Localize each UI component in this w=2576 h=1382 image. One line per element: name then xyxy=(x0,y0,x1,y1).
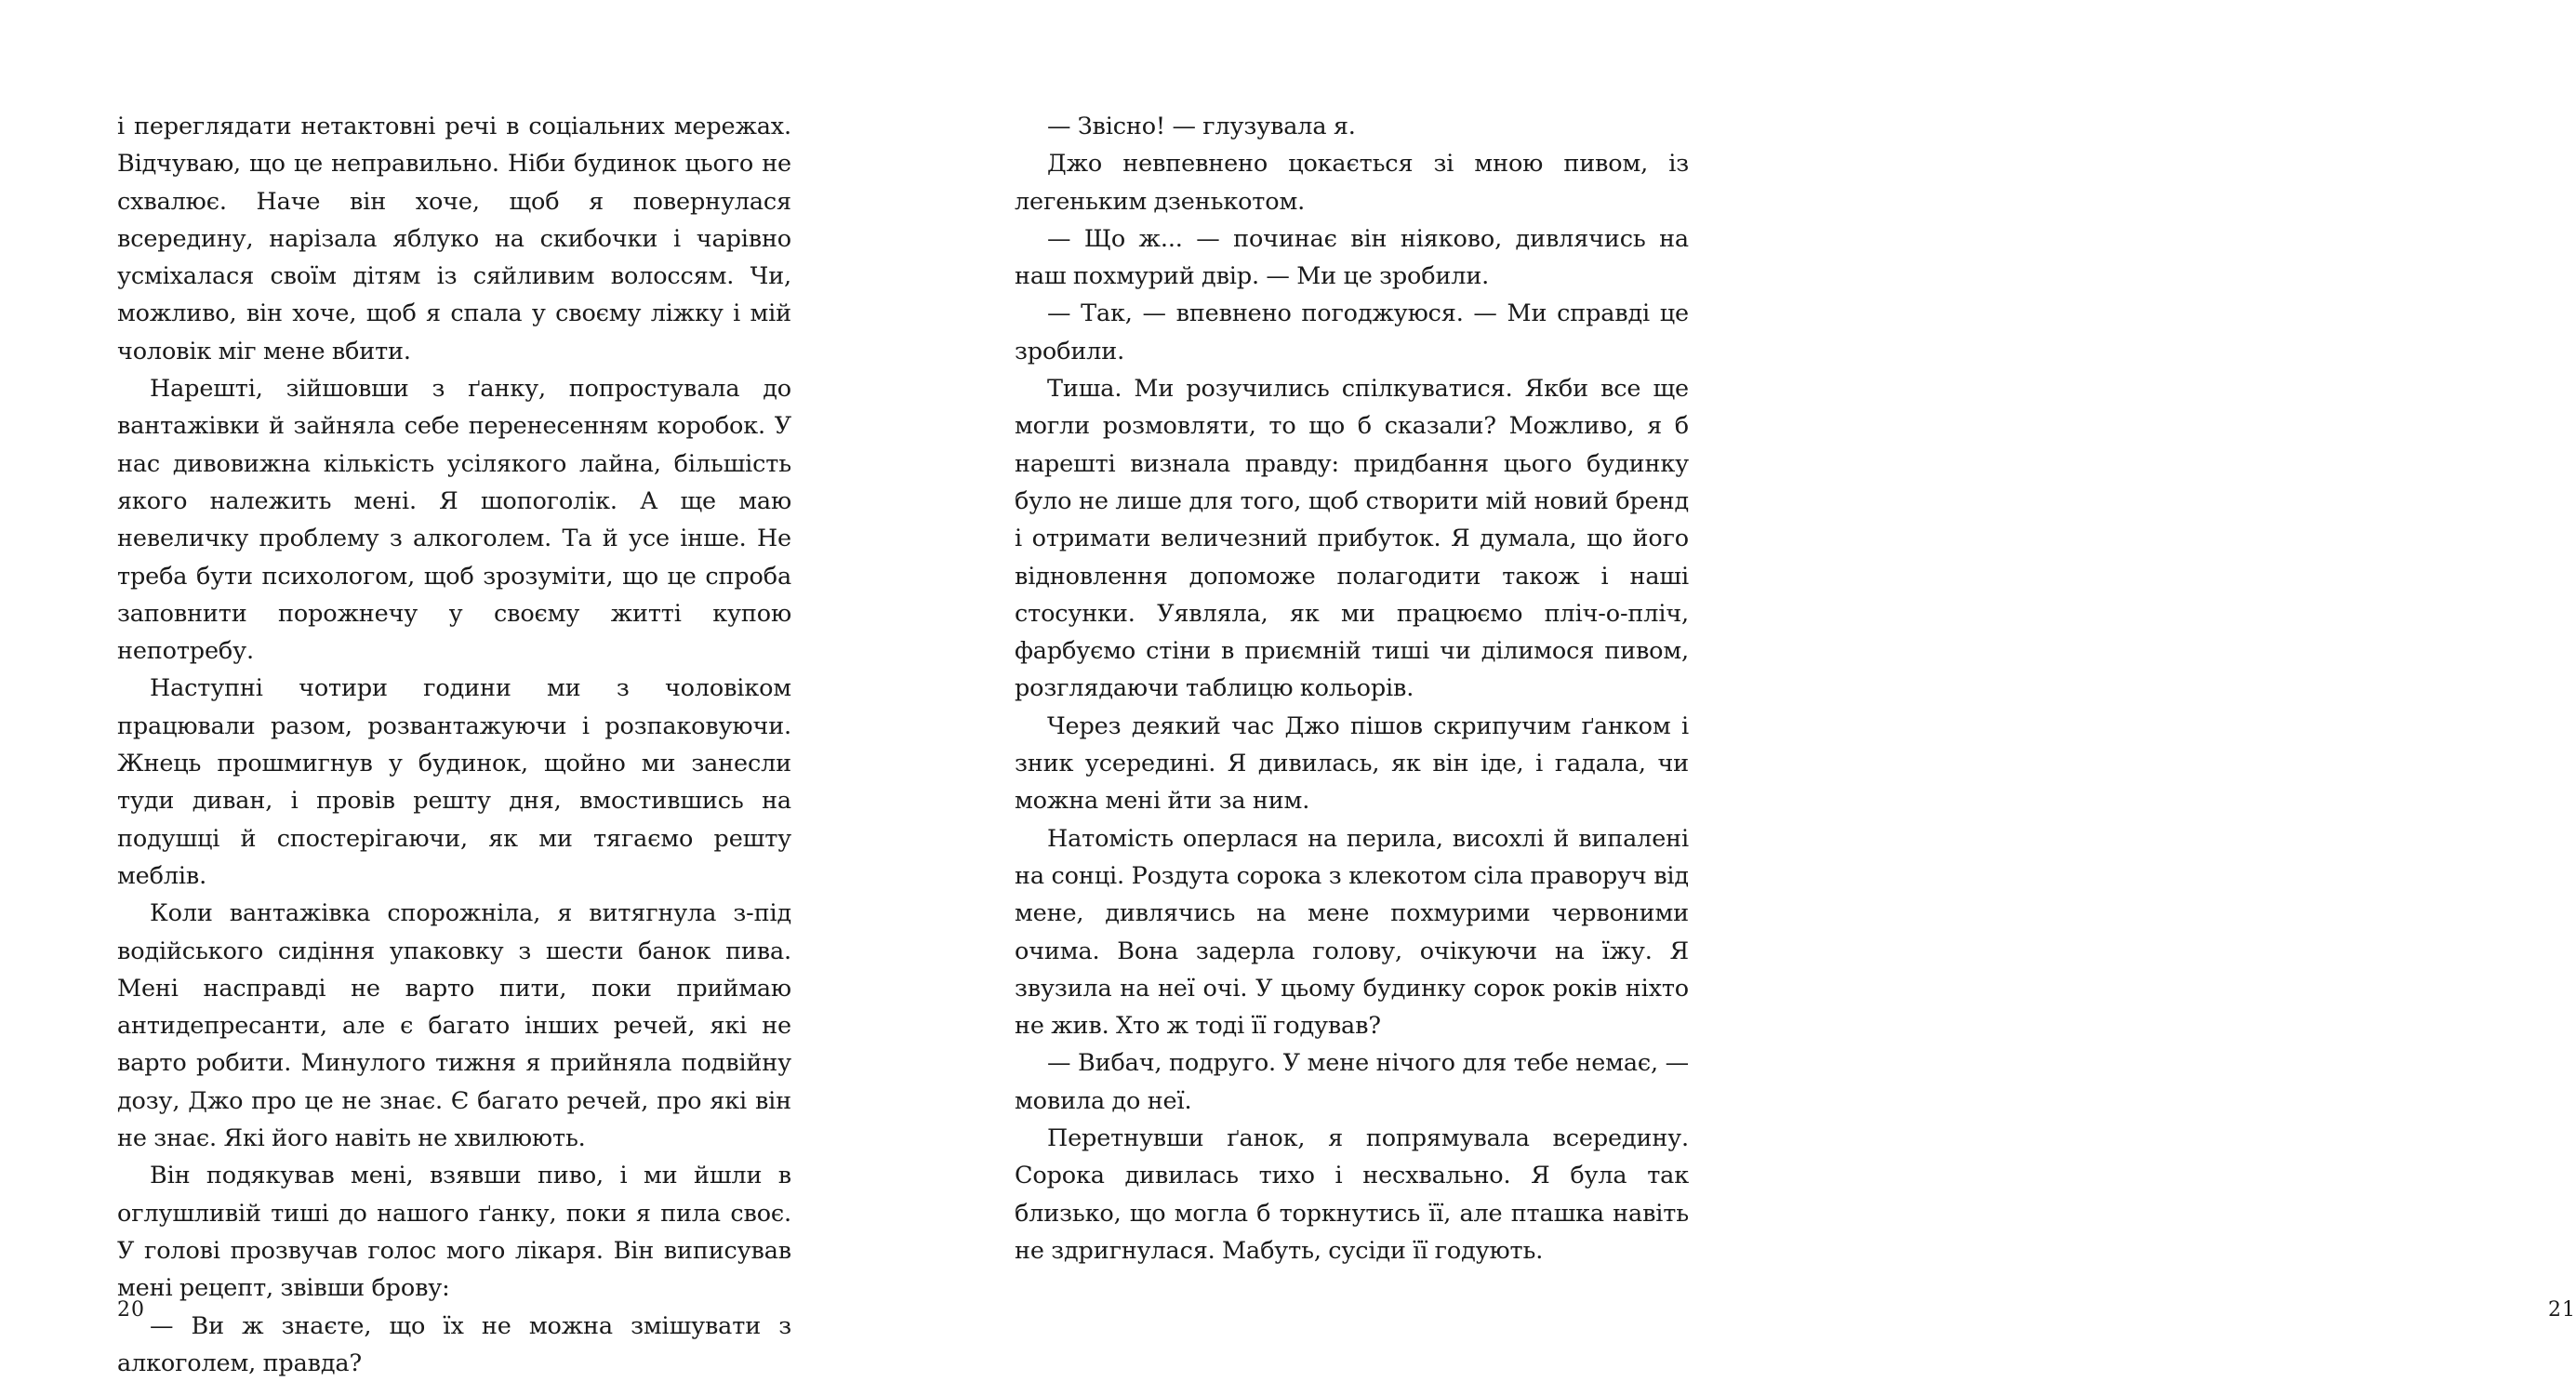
paragraph: Джо невпевнено цокається зі мною пивом, із легеньким дзенькотом. xyxy=(1015,145,1689,220)
paragraph: Через деякий час Джо пішов скрипучим ґанком і зник усередині. Я дивилась, як він іде, і гадала, чи можна мені йти за ним. xyxy=(1015,708,1689,820)
paragraph: Він подякував мені, взявши пиво, і ми йшли в оглушливій тиші до нашого ґанку, поки я пила своє. У голові прозвучав голос мого лікаря. Він виписував мені рецепт, звівши брову: xyxy=(117,1157,791,1307)
left-page xyxy=(0,0,893,1374)
paragraph: — Так, — впевнено погоджуюся. — Ми справді це зробили. xyxy=(1015,295,1689,370)
paragraph: Натомість оперлася на перила, висохлі й випалені на сонці. Роздута сорока з клекотом сіла праворуч від мене, дивлячись на мене похмурими червоними очима. Вона задерла голову, очікуючи на їжу. Я звузила на неї очі. У цьому будинку сорок років ніхто не жив. Хто ж тоді її годував? xyxy=(1015,820,1689,1045)
right-page-text xyxy=(1015,108,1689,1269)
left-page-text xyxy=(117,108,791,1382)
paragraph: Коли вантажівка спорожніла, я витягнула з-під водійського сидіння упаковку з шести банок пива. Мені насправді не варто пити, поки приймаю антидепресанти, але є багато інших речей, які не варто робити. Минулого тижня я прийняла подвійну дозу, Джо про це не знає. Є багато речей, про які він не знає. Які його навіть не хвилюють. xyxy=(117,895,791,1157)
paragraph: — Що ж... — починає він ніяково, дивлячись на наш похмурий двір. — Ми це зробили. xyxy=(1015,220,1689,296)
paragraph: — Вибач, подруго. У мене нічого для тебе немає, — мовила до неї. xyxy=(1015,1044,1689,1120)
paragraph: Перетнувши ґанок, я попрямувала всередину. Сорока дивилась тихо і несхвально. Я була так близько, що могла б торкнутись її, але пташка навіть не здригнулася. Мабуть, сусіди її годують. xyxy=(1015,1120,1689,1269)
right-page xyxy=(893,0,1786,1374)
page-number: 21 xyxy=(2548,1298,2576,1322)
paragraph: — Ви ж знаєте, що їх не можна змішувати з алкоголем, правда? xyxy=(117,1308,791,1382)
paragraph: Нарешті, зійшовши з ґанку, попростувала до вантажівки й зайняла себе перенесенням коробок. У нас дивовижна кількість усілякого лайна, більшість якого належить мені. Я шопоголік. А ще маю невеличку проблему з алкоголем. Та й усе інше. Не треба бути психологом, щоб зрозуміти, що це спроба заповнити порожнечу у своєму житті купою непотребу. xyxy=(117,370,791,670)
paragraph: Тиша. Ми розучились спілкуватися. Якби все ще могли розмовляти, то що б сказали? Можливо, я б нарешті визнала правду: придбання цього будинку було не лише для того, щоб створити мій новий бренд і отримати величезний прибуток. Я думала, що його відновлення допоможе полагодити також і наші стосунки. Уявляла, як ми працюємо пліч-о-пліч, фарбуємо стіни в приємній тиші чи ділимося пивом, розглядаючи таблицю кольорів. xyxy=(1015,370,1689,708)
paragraph: Наступні чотири години ми з чоловіком працювали разом, розвантажуючи і розпаковуючи. Жнець прошмигнув у будинок, щойно ми занесли туди диван, і провів решту дня, вмостившись на подушці й спостерігаючи, як ми тягаємо решту меблів. xyxy=(117,670,791,895)
paragraph: і переглядати нетактовні речі в соціальних мережах. Відчуваю, що це неправильно. Ніби будинок цього не схвалює. Наче він хоче, щоб я повернулася всередину, нарізала яблуко на скибочки і чарівно усміхалася своїм дітям із сяйливим волоссям. Чи, можливо, він хоче, щоб я спала у своєму ліжку і мій чоловік міг мене вбити. xyxy=(117,108,791,370)
page-number: 20 xyxy=(117,1298,145,1322)
paragraph: — Звісно! — глузувала я. xyxy=(1015,108,1689,145)
